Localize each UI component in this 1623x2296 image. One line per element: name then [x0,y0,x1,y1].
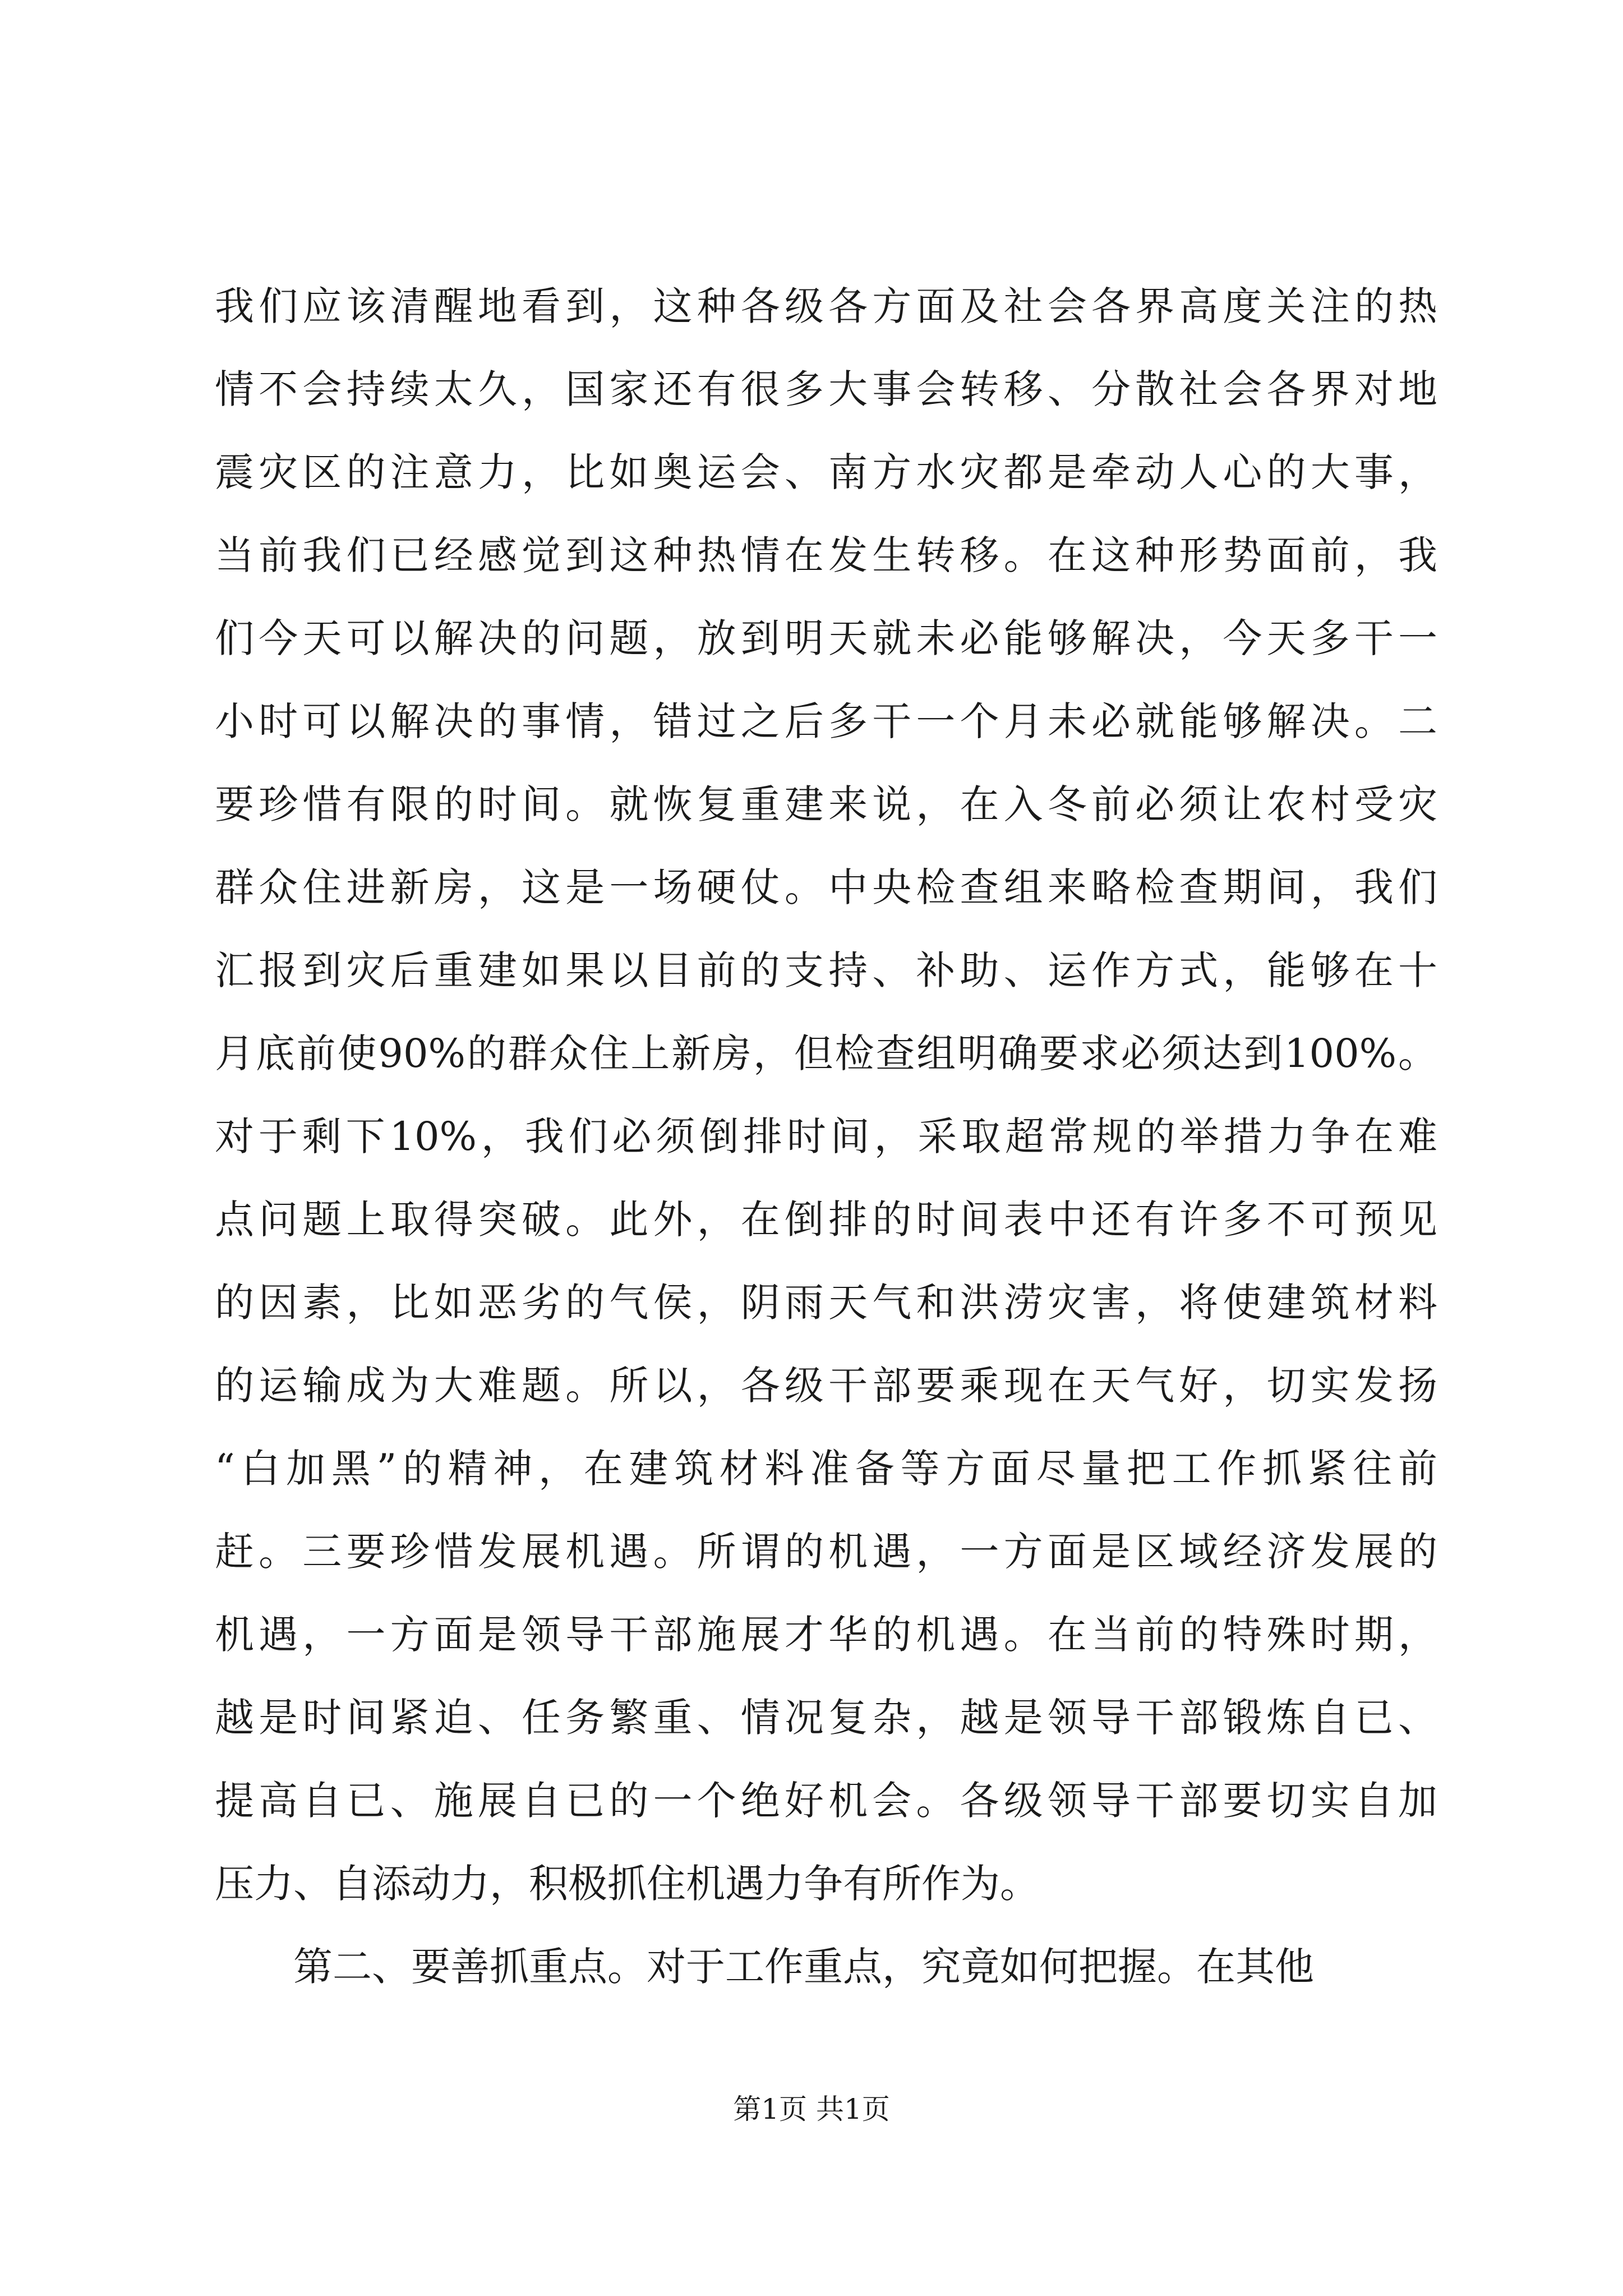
text-line: 月底前使90%的群众住上新房，但检查组明确要求必须达到100%。 [215,1030,1437,1076]
text-line: 的运输成为大难题。所以，各级干部要乘现在天气好，切实发扬 [215,1363,1437,1409]
text-line: “白加黑”的精神，在建筑材料准备等方面尽量把工作抓紧往前 [215,1446,1437,1492]
text-line: 情不会持续太久，国家还有很多大事会转移、分散社会各界对地 [215,366,1437,412]
text-line: 当前我们已经感觉到这种热情在发生转移。在这种形势面前，我 [215,532,1437,578]
text-line: 压力、自添动力，积极抓住机遇力争有所作为。 [215,1861,1039,1907]
text-line: 提高自已、施展自已的一个绝好机会。各级领导干部要切实自加 [215,1778,1437,1824]
text-line: 赶。三要珍惜发展机遇。所谓的机遇，一方面是区域经济发展的 [215,1529,1437,1575]
text-line: 点问题上取得突破。此外，在倒排的时间表中还有许多不可预见 [215,1197,1437,1243]
text-line: 们今天可以解决的问题，放到明天就未必能够解决，今天多干一 [215,615,1437,661]
text-line: 的因素，比如恶劣的气侯，阴雨天气和洪涝灾害，将使建筑材料 [215,1280,1437,1326]
text-line: 群众住进新房，这是一场硬仗。中央检查组来略检查期间，我们 [215,864,1437,910]
text-line: 对于剩下10%，我们必须倒排时间，采取超常规的举措力争在难 [215,1114,1437,1159]
text-line: 我们应该清醒地看到，这种各级各方面及社会各界高度关注的热 [215,283,1437,329]
text-line: 越是时间紧迫、任务繁重、情况复杂，越是领导干部锻炼自已、 [215,1695,1437,1741]
text-line: 小时可以解决的事情，错过之后多干一个月未必就能够解决。二 [215,698,1437,744]
text-line: 震灾区的注意力，比如奥运会、南方水灾都是牵动人心的大事， [215,449,1437,495]
text-line: 汇报到灾后重建如果以目前的支持、补助、运作方式，能够在十 [215,947,1437,993]
text-line: 要珍惜有限的时间。就恢复重建来说，在入冬前必须让农村受灾 [215,781,1437,827]
page-footer: 第1页 共1页 [733,2093,890,2125]
paragraph-start-line: 第二、要善抓重点。对于工作重点，究竟如何把握。在其他 [293,1944,1314,1990]
text-line: 机遇，一方面是领导干部施展才华的机遇。在当前的特殊时期， [215,1612,1437,1658]
document-body [215,265,1437,2008]
